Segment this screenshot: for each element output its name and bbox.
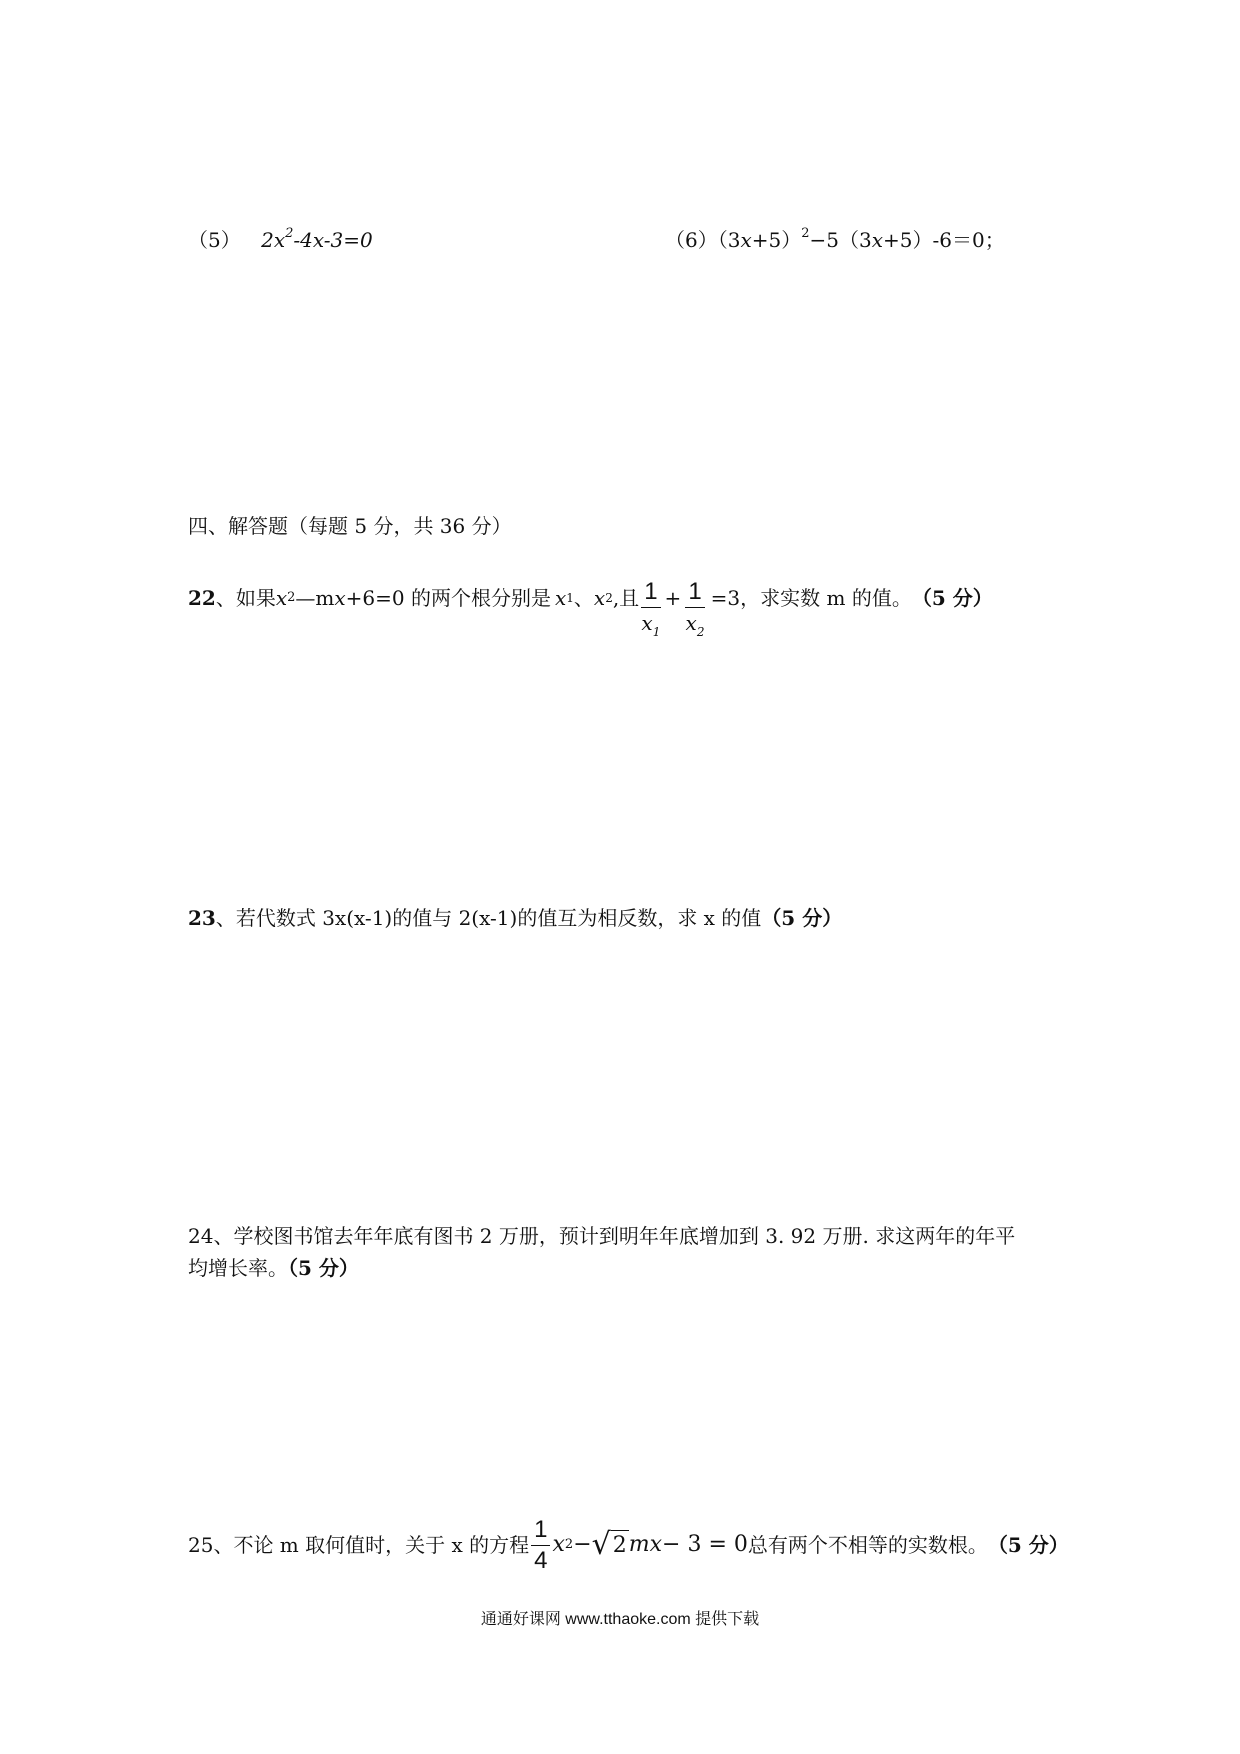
q22-plus: + xyxy=(664,586,682,610)
p6-exponent: 2 xyxy=(801,226,810,241)
frac1-denominator: $x_1$ xyxy=(641,610,661,639)
q24-text2: 均增长率。 xyxy=(188,1256,288,1280)
q25-score: （5 分） xyxy=(987,1533,1069,1557)
question-24-line2 xyxy=(188,1254,359,1282)
q22-number: 22 xyxy=(188,586,216,610)
q22-text3: +6=0 的两个根分别是 xyxy=(345,586,551,610)
q23-score: （5 分） xyxy=(761,906,843,930)
q25-fraction xyxy=(531,1515,550,1576)
p6-part1: （3 xyxy=(717,228,741,252)
q22-fraction-2 xyxy=(685,577,704,638)
p6-part4: +5）-6＝0； xyxy=(883,228,1005,252)
q22-text6: =3，求实数 m 的值。 xyxy=(710,586,912,610)
eq-rest: -4x-3=0 xyxy=(293,228,373,252)
problem-6-label: （6） xyxy=(665,228,718,252)
problem-6 xyxy=(665,226,1005,254)
q25-var-x: x xyxy=(552,1532,565,1557)
problem-5-label: （5） xyxy=(188,228,241,252)
q25-text2: 总有两个不相等的实数根。 xyxy=(747,1533,988,1557)
q22-fraction-1 xyxy=(641,577,660,638)
eq-exponent: 2 xyxy=(285,226,294,241)
problem-5-equation xyxy=(261,228,373,252)
p6-part2: +5） xyxy=(751,228,802,252)
q25-sqrt xyxy=(591,1526,629,1562)
q25-minus: − xyxy=(573,1532,592,1557)
question-23 xyxy=(188,904,842,932)
q22-root1: x xyxy=(554,586,567,610)
q24-score: （5 分） xyxy=(288,1256,359,1280)
q22-text1: 、如果 xyxy=(215,586,276,610)
p6-var1: x xyxy=(740,228,752,252)
p6-part3: −5（3 xyxy=(809,228,872,252)
q22-var-x2: x xyxy=(334,586,346,610)
q22-text4: 、 xyxy=(573,586,594,610)
question-24-line1: 24、学校图书馆去年年底有图书 2 万册，预计到明年年底增加到 3. 92 万册. 求这两年的年平 xyxy=(188,1224,1016,1248)
footer-credit: 通通好课网 www.tthaoke.com 提供下载 xyxy=(480,1611,760,1628)
question-22: 22 、如果 x 2 —m x +6=0 的两个根分别是 x 1 、 x 2 ,且 $\frac{1}{x_1}$ + $\frac{1}{x_2}$ =3，求实数 m 的值。 （5 分） xyxy=(188,577,993,639)
q23-text: 、若代数式 3x(x-1)的值与 2(x-1)的值互为相反数，求 x 的值 xyxy=(215,906,762,930)
frac1-numerator: 1 xyxy=(641,577,660,608)
section-heading: 四、解答题（每题 5 分，共 36 分） xyxy=(188,514,512,538)
eq-var: x xyxy=(273,228,286,252)
q22-score: （5 分） xyxy=(911,586,993,610)
q25-frac-denominator: 4 xyxy=(534,1546,548,1574)
q25-text1: 25、不论 m 取何值时，关于 x 的方程 xyxy=(188,1533,530,1557)
q25-rest: − 3 = 0 xyxy=(662,1532,748,1557)
q22-var-x: x xyxy=(275,586,288,610)
q25-sqrt-arg: 2 xyxy=(611,1530,629,1561)
q23-number: 23 xyxy=(188,906,216,930)
frac2-numerator: 1 xyxy=(685,577,704,608)
problem-5 xyxy=(188,226,373,254)
sqrt-sign-icon: √ xyxy=(591,1526,611,1562)
q22-root2: x xyxy=(593,586,606,610)
q25-frac-numerator: 1 xyxy=(531,1515,550,1546)
eq-coef: 2 xyxy=(261,228,274,252)
frac2-denominator: $x_2$ xyxy=(685,610,705,639)
q22-text5: ,且 xyxy=(612,586,640,610)
q22-text2: —m xyxy=(295,586,335,610)
question-25: 25、不论 m 取何值时，关于 x 的方程 $\frac{1}{4}$ x 2 − √ 2 mx − 3 = 0 总有两个不相等的实数根。 （5 分） xyxy=(188,1515,1069,1574)
q25-var-mx: mx xyxy=(628,1532,663,1557)
p6-var2: x xyxy=(871,228,884,252)
